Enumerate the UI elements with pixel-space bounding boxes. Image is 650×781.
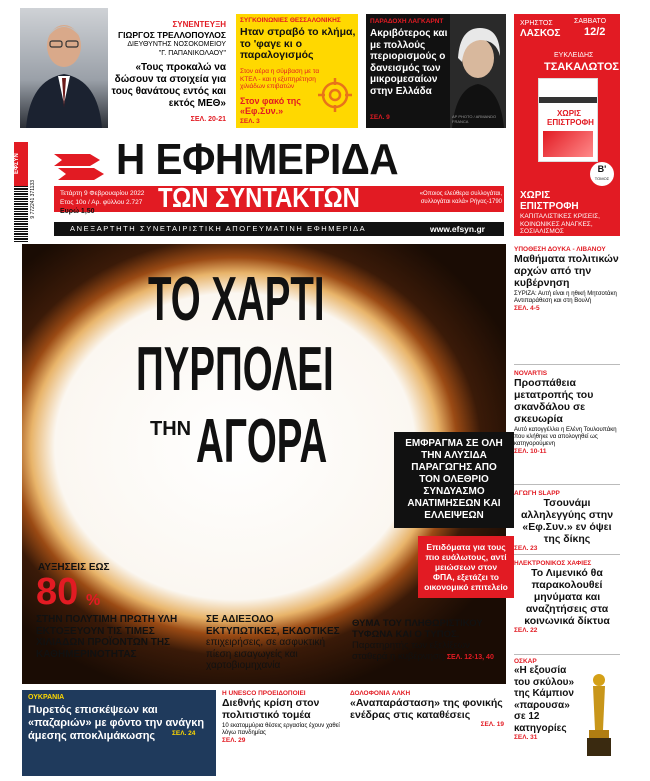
headline-line-3b: ΑΓΟΡΑ xyxy=(196,407,328,476)
bottom-headline: Πυρετός επισκέψεων και «παζαριών» με φόντο την ανάγκη άμεσης αποκλιμάκωσης xyxy=(28,704,205,742)
sidebar-headline: Τσουνάμι αλληλεγγύης στην «Εφ.Συν.» εν όψει της δίκης xyxy=(520,497,614,545)
sidebar-bullet: Αντιπαράθεση και στη Βουλή xyxy=(514,298,592,304)
book-volume: Β' xyxy=(597,164,607,174)
book-cover-title: ΧΩΡΙΣ ΕΠΙΣΤΡΟΦΗ xyxy=(547,109,594,127)
col3-text-block xyxy=(352,618,504,663)
book-date: 12/2 xyxy=(584,26,606,38)
col3-head: ΘΥΜΑ ΤΟΥ ΠΛΗΘΩΡΙΣΤΙΚΟΥ ΤΥΦΩΝΑ ΚΑΙ Ο ΤΥΠΟΣ. xyxy=(352,618,483,640)
book-day: ΣΑΒΒΑΤΟ xyxy=(574,18,607,25)
book-author1: ΧΡΗΣΤΟΣ xyxy=(520,20,553,27)
col3-text: Παρατηρητής των εξελίξεων σταθερά η κυβέρνηση xyxy=(352,640,470,662)
interview-name: ΓΙΩΡΓΟΣ ΤΡΕΛΛΟΠΟΥΛΟΣ xyxy=(118,30,226,40)
sidebar-divider xyxy=(514,554,620,555)
sidebar-item[interactable] xyxy=(514,370,620,455)
sidebar-page: ΣΕΛ. 10-11 xyxy=(514,448,547,455)
transport-ref: Στον φακό της «Εφ.Συν.» xyxy=(240,96,301,116)
lagarde-headline: Ακριβότερος και με πολλούς περιορισμούς ο δανεισμός των μικρομεσαίων στην Ελλάδα xyxy=(370,28,448,97)
bottom-kicker: Η UNESCO ΠΡΟΕΙΔΟΠΟΙΕΙ xyxy=(222,690,306,697)
masthead-website[interactable]: www.efsyn.gr xyxy=(430,224,485,234)
sidebar-bullet: Αυτό κατογγέλλει η Ελένη Τουλουπάκη που κλήθηκε να απολογηθεί ως κατηγορούμενη xyxy=(514,427,617,447)
interview-teaser[interactable] xyxy=(20,8,226,128)
book-author2: ΕΥΚΛΕΙΔΗΣ xyxy=(554,52,594,59)
interview-role2: "Γ. ΠΑΠΑΝΙΚΟΛΑΟΥ" xyxy=(158,50,226,57)
sidebar-item[interactable] xyxy=(514,658,620,741)
bottom-page: ΣΕΛ. 29 xyxy=(222,737,246,744)
bottom-headline: «Αναπαράσταση» της φονικής ενέδρας στις καταθέσεις xyxy=(350,697,503,721)
book-cover xyxy=(538,78,598,162)
sidebar-kicker: ΟΣΚΑΡ xyxy=(514,658,537,665)
barcode xyxy=(14,186,28,242)
book-promo[interactable] xyxy=(514,14,620,236)
sidebar-headline: Το Λιμενικό θα παρακολουθεί μηνύματα και αναζητήσεις στα κοινωνικά δίκτυα xyxy=(524,567,610,627)
bottom-bullet: 10 εκατομμύρια θέσεις εργασίας έχουν χαθεί λόγω πανδημίας xyxy=(222,723,340,736)
increase-text: ΣΤΗΝ ΠΟΛΥΤΙΜΗ ΠΡΩΤΗ ΥΛΗ ΕΚΤΟΞΕΥΟΥΝ ΤΙΣ ΤΙΜΕΣ ΧΙΛΙΑΔΩΝ ΠΡΟΪΟΝΤΩΝ ΤΗΣ ΚΑΘΗΜΕΡΙΝΟΤΗΤΑΣ xyxy=(36,614,178,660)
sidebar-divider xyxy=(514,484,620,485)
masthead-issue: Ετος 10ο / Αρ. φύλλου 2.727 xyxy=(60,199,143,206)
masthead-title[interactable]: Η ΕΦΗΜΕΡΙΔΑ xyxy=(116,135,399,184)
book-cover-band xyxy=(539,97,597,103)
bottom-page: ΣΕΛ. 19 xyxy=(480,721,504,728)
transport-page: ΣΕΛ. 3 xyxy=(240,118,260,125)
bottom-alkis[interactable] xyxy=(350,690,504,776)
masthead-price: Ευρώ 1,50 xyxy=(60,208,95,215)
bottom-headline: Διεθνής κρίση στον πολιτιστικό τομέα xyxy=(222,697,320,721)
sidebar-page: ΣΕΛ. 23 xyxy=(514,545,538,552)
sidebar-item[interactable] xyxy=(514,560,620,634)
sidebar-item[interactable] xyxy=(514,490,620,552)
col2-text: επιχειρήσεις, σε ασφυκτική πίεση εισαγωγείς και χαρτοβιομηχανία xyxy=(206,637,326,671)
book-volume-badge xyxy=(590,162,614,186)
col3-page: ΣΕΛ. 12-13, 40 xyxy=(446,654,494,661)
sidebar-page: ΣΕΛ. 22 xyxy=(514,627,538,634)
oscar-statuette-icon xyxy=(582,670,616,760)
sidebar-item[interactable] xyxy=(514,246,620,312)
lagarde-photo-credit: AP PHOTO / ARMANDO FRANCA xyxy=(452,114,497,124)
barcode-number: 9 772241 371133 xyxy=(30,180,36,219)
interview-quote: «Τους προκαλώ να δώσουν τα στοιχεία για τους θανάτους εντός και εκτός ΜΕΘ» xyxy=(111,62,226,109)
sidebar-page: ΣΕΛ. 31 xyxy=(514,734,538,741)
col2-text-block xyxy=(206,614,346,672)
bottom-kicker: ΔΟΛΟΦΟΝΙΑ ΑΛΚΗ xyxy=(350,690,411,697)
masthead-date: Τετάρτη 9 Φεβρουαρίου 2022 xyxy=(60,190,145,197)
sidebar-page: ΣΕΛ. 4-5 xyxy=(514,305,540,312)
col2-head: ΣΕ ΑΔΙΕΞΟΔΟ ΕΚΤΥΠΩΤΙΚΕΣ, ΕΚΔΟΤΙΚΕΣ xyxy=(206,614,340,637)
lagarde-page: ΣΕΛ. 9 xyxy=(370,114,390,121)
sidebar-kicker: NOVARTIS xyxy=(514,370,548,377)
masthead-tagline: ΑΝΕΞΑΡΤΗΤΗ ΣΥΝΕΤΑΙΡΙΣΤΙΚΗ ΑΠΟΓΕΥΜΑΤΙΝΗ ΕΦΗΜΕΡΙΔΑ xyxy=(70,224,367,233)
interview-photo xyxy=(20,8,108,128)
book-title: ΧΩΡΙΣ ΕΠΙΣΤΡΟΦΗ xyxy=(520,190,579,212)
interview-kicker: ΣΥΝΕΝΤΕΥΞΗ xyxy=(172,20,226,29)
masthead-subtitle: ΤΩΝ ΣΥΝΤΑΚΤΩΝ xyxy=(158,182,360,213)
logo-arrows-icon xyxy=(54,146,114,186)
main-black-box: ΕΜΦΡΑΓΜΑ ΣΕ ΟΛΗ ΤΗΝ ΑΛΥΣΙΔΑ ΠΑΡΑΓΩΓΗΣ ΑΠΟ ΤΟΝ ΟΛΕΘΡΙΟ ΣΥΝΔΥΑΣΜΟ ΑΝΑΤΙΜΗΣΕΩΝ ΚΑΙ ΕΛΛΕΙΨΕΩΝ xyxy=(394,432,514,528)
headline-line-2: ΠΥΡΠΟΛΕΙ xyxy=(136,335,334,404)
sidebar-headline: «Η εξουσία του σκύλου» της Κάμπιον «παρουσα» σε 12 κατηγορίες xyxy=(514,665,575,734)
bottom-page: ΣΕΛ. 24 xyxy=(172,730,196,737)
lagarde-kicker: ΠΑΡΑΔΟΧΗ ΛΑΓΚΑΡΝΤ xyxy=(370,18,444,25)
interview-role: ΔΙΕΥΘΥΝΤΗΣ ΝΟΣΟΚΟΜΕΙΟΥ xyxy=(127,41,226,48)
increase-label: ΑΥΞΗΣΕΙΣ ΕΩΣ xyxy=(38,562,110,573)
sidebar-divider xyxy=(514,654,620,655)
interview-page: ΣΕΛ. 20-21 xyxy=(190,116,226,123)
transport-bullet: Στον αέρα η σύμβαση με τα ΚΤΕΛ - και η εξυπηρέτηση χιλιάδων επιβατών xyxy=(240,68,320,90)
bottom-ukraine[interactable] xyxy=(22,690,216,776)
sidebar-divider xyxy=(514,364,620,365)
transport-teaser[interactable] xyxy=(236,14,358,128)
sidebar xyxy=(514,246,622,776)
book-cover-art xyxy=(543,131,593,157)
masthead-motto: «Οποιος ελεύθερα συλλογάται, συλλογάται καλά» Ρήγας-1790 xyxy=(419,191,502,205)
sidebar-headline: Προσπάθεια μετατροπής του σκανδάλου σε σκευωρία xyxy=(514,377,594,425)
lagarde-photo xyxy=(450,14,506,128)
headline-line-3a: ΤΗΝ xyxy=(150,418,192,440)
book-volume-label: ΤΟΜΟΣ xyxy=(594,176,610,181)
sidebar-kicker: ΑΓΩΓΗ SLAPP xyxy=(514,490,560,497)
headline-line-1: ΤΟ ΧΑΡΤΙ xyxy=(148,265,325,334)
portrait-icon xyxy=(20,8,108,128)
sidebar-headline: Μαθήματα πολιτικών αρχών από την κυβέρνηση xyxy=(514,253,619,289)
book-subtitle: ΚΑΠΙΤΑΛΙΣΤΙΚΕΣ ΚΡΙΣΕΙΣ, ΚΟΙΝΩΝΙΚΕΣ ΑΝΑΓΚΕΣ, ΣΟΣΙΑΛΙΣΜΟΣ xyxy=(520,213,600,235)
transport-headline: Ηταν στραβό το κλήμα, το 'φαγε κι ο παραλογισμός xyxy=(240,26,356,61)
main-red-box: Επιδόματα για τους πιο ευάλωτους, αντί μειώσεων στον ΦΠΑ, εξετάζει το οικονομικό επιτελείο xyxy=(418,536,514,598)
sidebar-kicker: ΗΛΕΚΤΡΟΝΙΚΟΣ ΧΑΦΙΕΣ xyxy=(514,560,592,567)
lagarde-teaser[interactable] xyxy=(366,14,506,128)
target-icon xyxy=(316,76,354,114)
bottom-kicker: ΟΥΚΡΑΝΙΑ xyxy=(28,694,65,701)
sidebar-kicker: ΥΠΟΘΕΣΗ ΔΟΥΚΑ - ΛΙΒΑΝΟΥ xyxy=(514,246,606,253)
increase-value: 80 xyxy=(36,571,79,613)
increase-unit: % xyxy=(86,592,101,609)
sidebar-bullet: ΣΥΡΙΖΑ: Αυτή είναι η ηθική Μητσοτάκη xyxy=(514,291,617,297)
side-label: ΕΦΣΥΝ xyxy=(14,142,28,186)
bottom-unesco[interactable] xyxy=(222,690,340,776)
transport-kicker: ΣΥΓΚΟΙΝΩΝΙΕΣ ΘΕΣΣΑΛΟΝΙΚΗΣ xyxy=(240,17,341,24)
book-author1b: ΛΑΣΚΟΣ xyxy=(520,28,561,39)
book-author2b: ΤΣΑΚΑΛΩΤΟΣ xyxy=(544,61,619,73)
